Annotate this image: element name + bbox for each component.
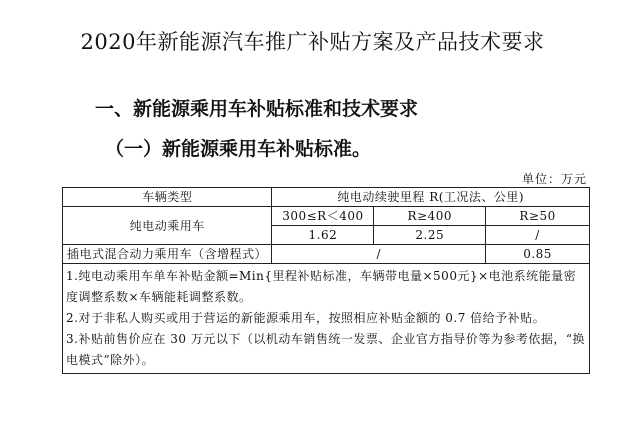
subsidy-table bbox=[62, 187, 590, 374]
table-row bbox=[63, 188, 590, 207]
document-title: 2020年新能源汽车推广补贴方案及产品技术要求 bbox=[80, 30, 545, 54]
notes-cell bbox=[63, 264, 590, 374]
header-range: 纯电动续驶里程 R(工况法、公里) bbox=[272, 188, 590, 207]
unit-label: 单位：万元 bbox=[521, 172, 587, 186]
table-row bbox=[63, 207, 590, 226]
range-col-3: R≥50 bbox=[486, 207, 590, 226]
note-2: 2.对于非私人购买或用于营运的新能源乘用车，按照相应补贴金额的 0.7 倍给予补贴。 bbox=[66, 311, 546, 325]
table-row bbox=[63, 245, 590, 264]
bev-label: 纯电动乘用车 bbox=[63, 207, 272, 245]
range-col-1: 300≤R＜400 bbox=[272, 207, 374, 226]
range-col-2: R≥400 bbox=[374, 207, 486, 226]
section-heading: 一、新能源乘用车补贴标准和技术要求 bbox=[95, 98, 419, 120]
bev-value-1: 1.62 bbox=[272, 226, 374, 245]
bev-value-3: / bbox=[486, 226, 590, 245]
subsection-heading: （一）新能源乘用车补贴标准。 bbox=[105, 138, 372, 160]
phev-label: 插电式混合动力乘用车（含增程式） bbox=[63, 245, 272, 264]
note-3: 3.补贴前售价应在 30 万元以下（以机动车销售统一发票、企业官方指导价等为参考依据，“换电模式”除外）。 bbox=[66, 332, 585, 367]
phev-merged-value: / bbox=[272, 245, 486, 264]
header-vehicle-type: 车辆类型 bbox=[63, 188, 272, 207]
bev-value-2: 2.25 bbox=[374, 226, 486, 245]
phev-value: 0.85 bbox=[486, 245, 590, 264]
note-1: 1.纯电动乘用车单车补贴金额=Min{里程补贴标准，车辆带电量×500元}×电池系统能量密度调整系数×车辆能耗调整系数。 bbox=[66, 269, 577, 304]
notes-row bbox=[63, 264, 590, 374]
